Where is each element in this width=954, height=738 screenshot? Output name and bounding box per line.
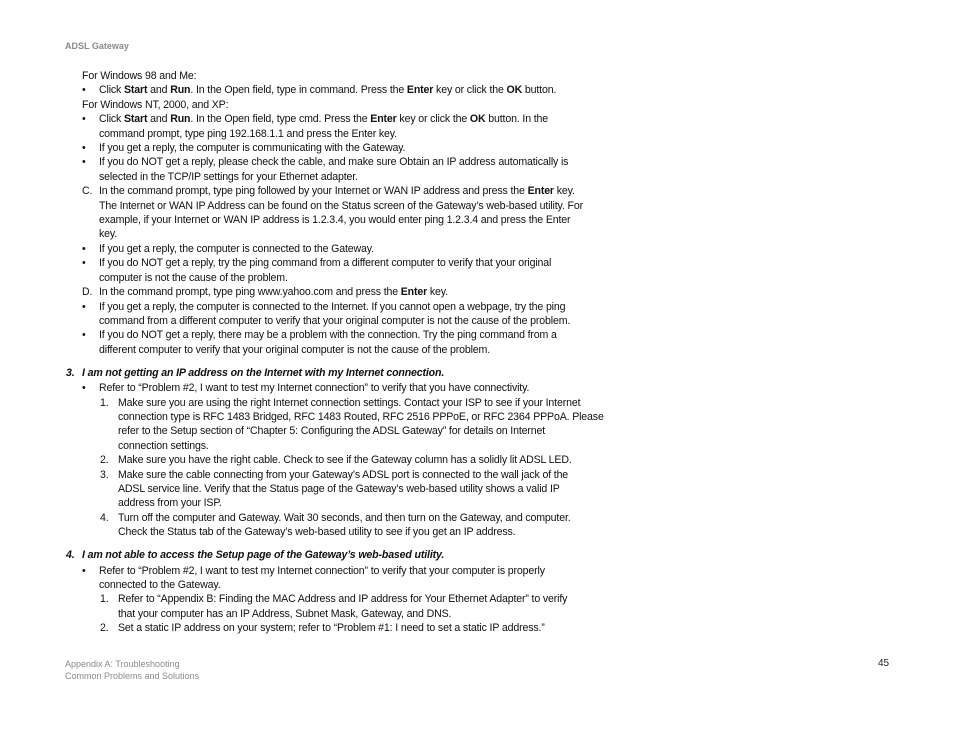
list-item-continuation: command prompt, type ping 192.168.1.1 and press the Enter key. — [99, 127, 397, 140]
numbered-item: 4. Turn off the computer and Gateway. Wait 30 seconds, and then turn on the Gateway, and computer. — [100, 511, 571, 524]
list-item: • Refer to “Problem #2, I want to test my Internet connection” to verify that you have connectivity. — [82, 382, 530, 395]
list-item: • If you do NOT get a reply, try the ping command from a different computer to verify that your original — [82, 257, 552, 270]
list-item: • Click Start and Run. In the Open field, type in command. Press the Enter key or click the OK button. — [82, 84, 557, 97]
page-number: 45 — [878, 658, 890, 669]
numbered-item: 1. Make sure you are using the right Internet connection settings. Contact your ISP to see if your Internet — [100, 396, 581, 409]
numbered-item: 3. Make sure the cable connecting from your Gateway’s ADSL port is connected to the wall jack of the — [100, 468, 569, 481]
numbered-item-continuation: Check the Status tab of the Gateway’s web-based utility to see if you get an IP address. — [118, 526, 516, 539]
list-item: • If you get a reply, the computer is communicating with the Gateway. — [82, 142, 406, 155]
footer-chapter: Appendix A: Troubleshooting — [65, 659, 180, 669]
list-item: • Refer to “Problem #2, I want to test my Internet connection” to verify that your computer is properly — [82, 564, 545, 577]
numbered-item: 1. Refer to “Appendix B: Finding the MAC Address and IP address for Your Ethernet Adapter” to verify — [100, 593, 568, 606]
step-d: D. In the command prompt, type ping www.yahoo.com and press the Enter key. — [82, 286, 448, 299]
numbered-item-continuation: connection settings. — [118, 439, 209, 452]
list-item: • Click Start and Run. In the Open field, type cmd. Press the Enter key or click the OK button. In the — [82, 113, 549, 126]
document-body — [66, 69, 604, 636]
step-c-continuation: The Internet or WAN IP Address can be found on the Status screen of the Gateway’s web-based utility. For — [99, 199, 583, 212]
numbered-item-continuation: ADSL service line. Verify that the Status page of the Gateway’s web-based utility shows a valid IP — [118, 482, 560, 495]
running-footer — [65, 658, 199, 682]
os-heading-winnt: For Windows NT, 2000, and XP: — [82, 98, 229, 111]
running-header: ADSL Gateway — [65, 41, 129, 51]
step-c-continuation: example, if your Internet or WAN IP address is 1.2.3.4, you would enter ping 1.2.3.4 and press the Enter — [99, 214, 571, 227]
numbered-item-continuation: refer to the Setup section of “Chapter 5: Configuring the ADSL Gateway” for details on Internet — [118, 425, 546, 438]
list-item-continuation: computer is not the cause of the problem. — [99, 271, 288, 284]
numbered-item-continuation: connection type is RFC 1483 Bridged, RFC 1483 Routed, RFC 2516 PPPoE, or RFC 2364 PPPoA. Please — [118, 410, 604, 423]
step-c-continuation: key. — [99, 228, 118, 241]
list-item-continuation: connected to the Gateway. — [99, 579, 221, 591]
list-item-continuation: command from a different computer to verify that your original computer is not the cause of the problem. — [99, 314, 571, 327]
list-item-continuation: selected in the TCP/IP settings for your Ethernet adapter. — [99, 170, 358, 183]
numbered-item-continuation: address from your ISP. — [118, 497, 222, 510]
section-title-3: 3. I am not getting an IP address on the Internet with my Internet connection. — [66, 366, 445, 379]
os-heading-win98: For Windows 98 and Me: — [82, 70, 197, 82]
section-title-4: 4. I am not able to access the Setup page of the Gateway’s web-based utility. — [66, 549, 445, 562]
step-c: C. In the command prompt, type ping followed by your Internet or WAN IP address and press the Enter key. — [82, 185, 575, 198]
list-item: • If you do NOT get a reply, please check the cable, and make sure Obtain an IP address automatically is — [82, 156, 569, 169]
list-item: • If you get a reply, the computer is connected to the Internet. If you cannot open a webpage, try the ping — [82, 300, 566, 313]
list-item: • If you do NOT get a reply, there may be a problem with the connection. Try the ping command from a — [82, 329, 557, 342]
numbered-item: 2. Set a static IP address on your system; refer to “Problem #1: I need to set a static IP address.” — [100, 622, 545, 635]
footer-section: Common Problems and Solutions — [65, 671, 200, 681]
numbered-item: 2. Make sure you have the right cable. Check to see if the Gateway column has a solidly lit ADSL LED. — [100, 454, 572, 467]
numbered-item-continuation: that your computer has an IP Address, Subnet Mask, Gateway, and DNS. — [118, 607, 452, 620]
list-item: • If you get a reply, the computer is connected to the Gateway. — [82, 242, 374, 255]
list-item-continuation: different computer to verify that your original computer is not the cause of the problem. — [99, 343, 490, 356]
